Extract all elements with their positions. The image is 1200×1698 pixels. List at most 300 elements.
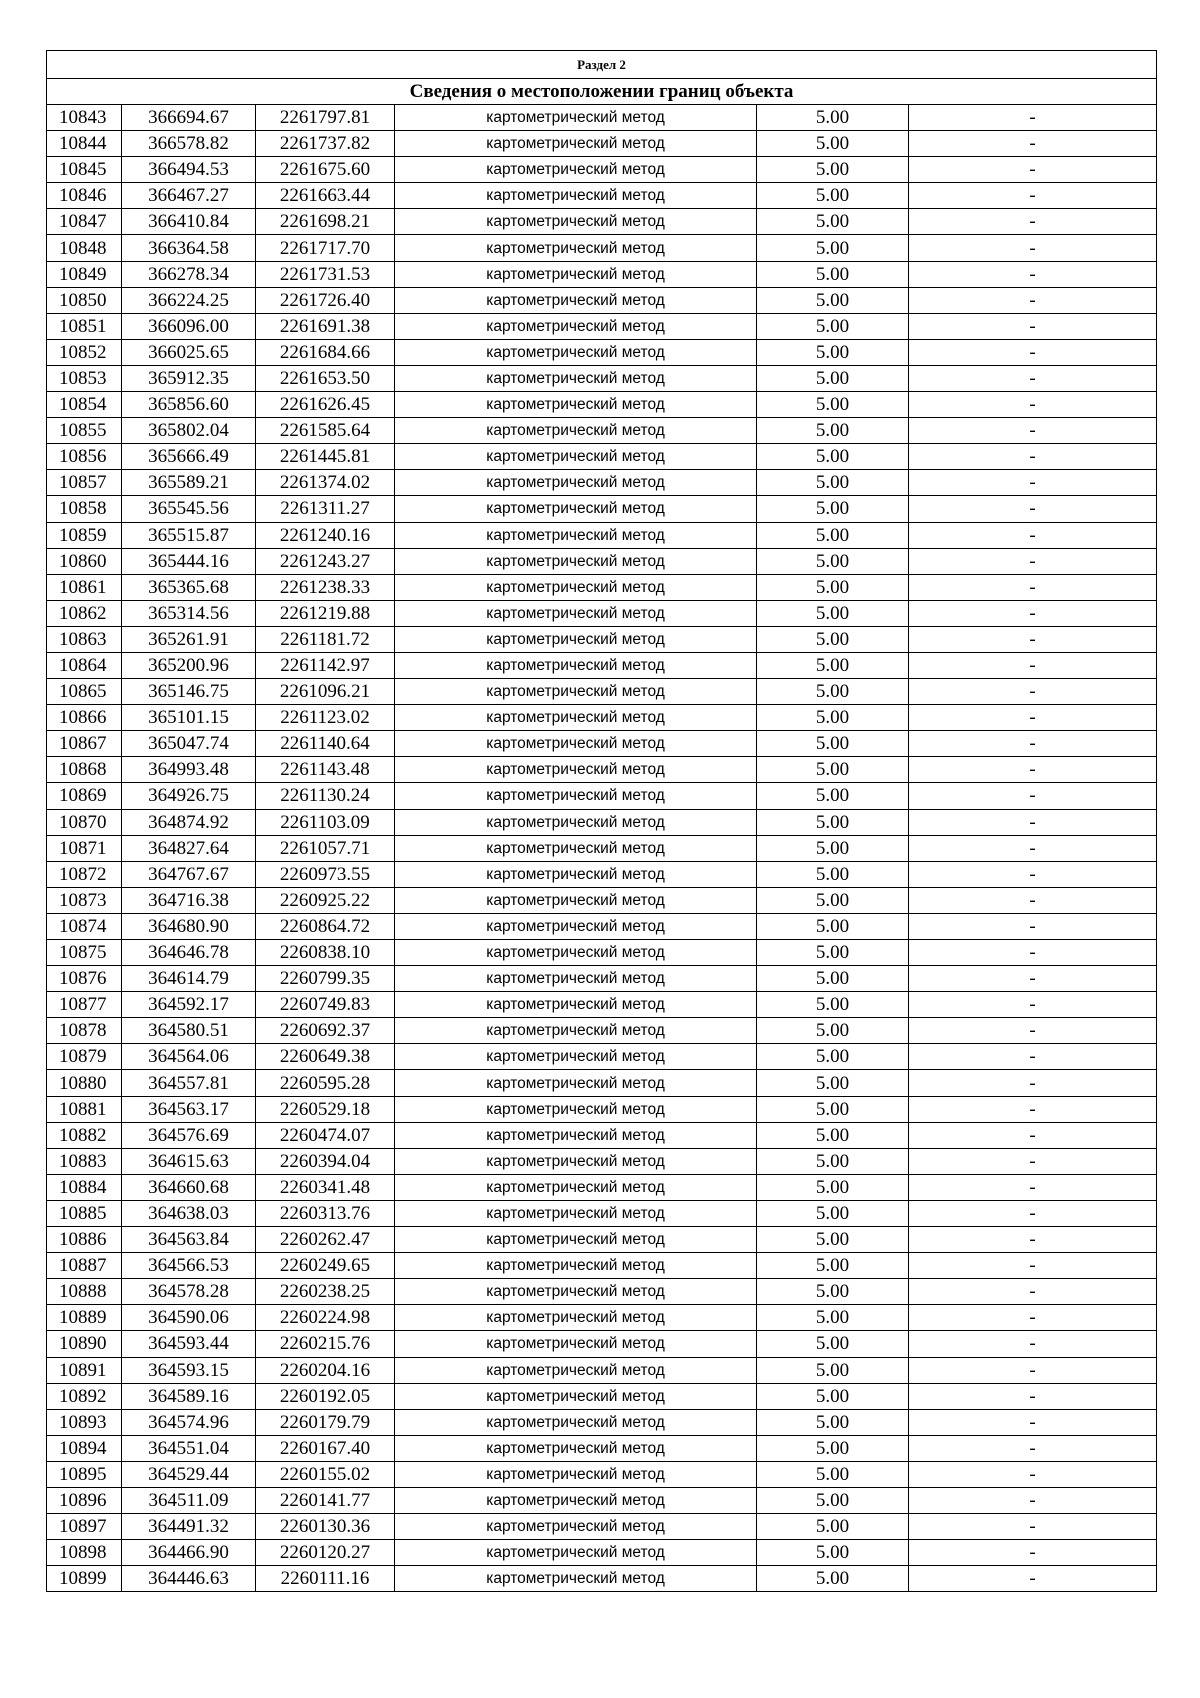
description-cell: - <box>909 626 1157 652</box>
point-number-cell: 10894 <box>47 1435 122 1461</box>
coord-y-cell: 2261243.27 <box>256 548 395 574</box>
table-row <box>47 861 1157 887</box>
precision-cell: 5.00 <box>757 835 909 861</box>
point-number-cell: 10877 <box>47 992 122 1018</box>
description-cell: - <box>909 287 1157 313</box>
coord-x-cell: 366364.58 <box>122 235 256 261</box>
point-number-cell: 10855 <box>47 418 122 444</box>
point-number-cell: 10854 <box>47 392 122 418</box>
coord-x-cell: 365101.15 <box>122 705 256 731</box>
coord-y-cell: 2261219.88 <box>256 600 395 626</box>
coord-x-cell: 364993.48 <box>122 757 256 783</box>
coord-x-cell: 364551.04 <box>122 1435 256 1461</box>
coord-y-cell: 2261797.81 <box>256 105 395 131</box>
method-cell: картометрический метод <box>395 105 757 131</box>
table-row <box>47 1357 1157 1383</box>
table-row <box>47 496 1157 522</box>
table-row <box>47 1383 1157 1409</box>
description-cell: - <box>909 365 1157 391</box>
table-row <box>47 600 1157 626</box>
method-cell: картометрический метод <box>395 522 757 548</box>
coord-x-cell: 365146.75 <box>122 679 256 705</box>
description-cell: - <box>909 940 1157 966</box>
method-cell: картометрический метод <box>395 1409 757 1435</box>
description-cell: - <box>909 1487 1157 1513</box>
table-title: Сведения о местоположении границ объекта <box>47 79 1157 105</box>
point-number-cell: 10873 <box>47 887 122 913</box>
point-number-cell: 10860 <box>47 548 122 574</box>
coord-y-cell: 2260224.98 <box>256 1305 395 1331</box>
coord-y-cell: 2260313.76 <box>256 1200 395 1226</box>
coord-x-cell: 364615.63 <box>122 1148 256 1174</box>
precision-cell: 5.00 <box>757 1514 909 1540</box>
table-row <box>47 1279 1157 1305</box>
coord-y-cell: 2260529.18 <box>256 1096 395 1122</box>
method-cell: картометрический метод <box>395 1227 757 1253</box>
coord-x-cell: 365200.96 <box>122 652 256 678</box>
method-cell: картометрический метод <box>395 470 757 496</box>
table-row <box>47 157 1157 183</box>
description-cell: - <box>909 313 1157 339</box>
description-cell: - <box>909 809 1157 835</box>
point-number-cell: 10874 <box>47 913 122 939</box>
point-number-cell: 10895 <box>47 1461 122 1487</box>
description-cell: - <box>909 131 1157 157</box>
method-cell: картометрический метод <box>395 287 757 313</box>
precision-cell: 5.00 <box>757 757 909 783</box>
point-number-cell: 10870 <box>47 809 122 835</box>
precision-cell: 5.00 <box>757 1331 909 1357</box>
coord-y-cell: 2260111.16 <box>256 1566 395 1592</box>
point-number-cell: 10887 <box>47 1253 122 1279</box>
coord-x-cell: 364767.67 <box>122 861 256 887</box>
point-number-cell: 10845 <box>47 157 122 183</box>
coord-y-cell: 2260799.35 <box>256 966 395 992</box>
method-cell: картометрический метод <box>395 1148 757 1174</box>
coord-x-cell: 364593.15 <box>122 1357 256 1383</box>
method-cell: картометрический метод <box>395 1018 757 1044</box>
coord-y-cell: 2260130.36 <box>256 1514 395 1540</box>
precision-cell: 5.00 <box>757 652 909 678</box>
table-row <box>47 835 1157 861</box>
coord-x-cell: 364529.44 <box>122 1461 256 1487</box>
precision-cell: 5.00 <box>757 470 909 496</box>
precision-cell: 5.00 <box>757 1044 909 1070</box>
coord-y-cell: 2261626.45 <box>256 392 395 418</box>
method-cell: картометрический метод <box>395 1305 757 1331</box>
description-cell: - <box>909 600 1157 626</box>
point-number-cell: 10890 <box>47 1331 122 1357</box>
precision-cell: 5.00 <box>757 157 909 183</box>
point-number-cell: 10866 <box>47 705 122 731</box>
table-row <box>47 261 1157 287</box>
method-cell: картометрический метод <box>395 913 757 939</box>
coord-y-cell: 2260155.02 <box>256 1461 395 1487</box>
coord-y-cell: 2261691.38 <box>256 313 395 339</box>
table-row <box>47 809 1157 835</box>
point-number-cell: 10847 <box>47 209 122 235</box>
coord-y-cell: 2261123.02 <box>256 705 395 731</box>
point-number-cell: 10872 <box>47 861 122 887</box>
precision-cell: 5.00 <box>757 1461 909 1487</box>
coord-y-cell: 2261103.09 <box>256 809 395 835</box>
coord-y-cell: 2261585.64 <box>256 418 395 444</box>
precision-cell: 5.00 <box>757 287 909 313</box>
coord-x-cell: 366278.34 <box>122 261 256 287</box>
coord-x-cell: 365666.49 <box>122 444 256 470</box>
method-cell: картометрический метод <box>395 809 757 835</box>
boundary-coordinates-table <box>46 50 1157 1592</box>
precision-cell: 5.00 <box>757 1279 909 1305</box>
precision-cell: 5.00 <box>757 131 909 157</box>
description-cell: - <box>909 1044 1157 1070</box>
coord-y-cell: 2261653.50 <box>256 365 395 391</box>
table-row <box>47 365 1157 391</box>
table-body <box>47 51 1157 1592</box>
method-cell: картометрический метод <box>395 235 757 261</box>
method-cell: картометрический метод <box>395 966 757 992</box>
point-number-cell: 10880 <box>47 1070 122 1096</box>
coord-x-cell: 364614.79 <box>122 966 256 992</box>
point-number-cell: 10857 <box>47 470 122 496</box>
method-cell: картометрический метод <box>395 261 757 287</box>
precision-cell: 5.00 <box>757 105 909 131</box>
description-cell: - <box>909 887 1157 913</box>
table-row <box>47 783 1157 809</box>
method-cell: картометрический метод <box>395 1200 757 1226</box>
method-cell: картометрический метод <box>395 705 757 731</box>
coord-x-cell: 365856.60 <box>122 392 256 418</box>
coord-y-cell: 2261143.48 <box>256 757 395 783</box>
description-cell: - <box>909 1096 1157 1122</box>
description-cell: - <box>909 1305 1157 1331</box>
point-number-cell: 10892 <box>47 1383 122 1409</box>
table-row <box>47 940 1157 966</box>
description-cell: - <box>909 105 1157 131</box>
description-cell: - <box>909 705 1157 731</box>
table-row <box>47 1409 1157 1435</box>
precision-cell: 5.00 <box>757 1435 909 1461</box>
precision-cell: 5.00 <box>757 574 909 600</box>
precision-cell: 5.00 <box>757 444 909 470</box>
table-row <box>47 1122 1157 1148</box>
coord-x-cell: 364827.64 <box>122 835 256 861</box>
coord-x-cell: 366410.84 <box>122 209 256 235</box>
coord-y-cell: 2260474.07 <box>256 1122 395 1148</box>
precision-cell: 5.00 <box>757 1409 909 1435</box>
precision-cell: 5.00 <box>757 209 909 235</box>
coord-y-cell: 2261057.71 <box>256 835 395 861</box>
point-number-cell: 10844 <box>47 131 122 157</box>
precision-cell: 5.00 <box>757 731 909 757</box>
point-number-cell: 10865 <box>47 679 122 705</box>
description-cell: - <box>909 992 1157 1018</box>
description-cell: - <box>909 157 1157 183</box>
precision-cell: 5.00 <box>757 522 909 548</box>
table-row <box>47 574 1157 600</box>
coord-x-cell: 364590.06 <box>122 1305 256 1331</box>
precision-cell: 5.00 <box>757 679 909 705</box>
point-number-cell: 10897 <box>47 1514 122 1540</box>
method-cell: картометрический метод <box>395 1122 757 1148</box>
precision-cell: 5.00 <box>757 1174 909 1200</box>
coord-x-cell: 364926.75 <box>122 783 256 809</box>
method-cell: картометрический метод <box>395 835 757 861</box>
method-cell: картометрический метод <box>395 652 757 678</box>
point-number-cell: 10876 <box>47 966 122 992</box>
precision-cell: 5.00 <box>757 1383 909 1409</box>
coord-y-cell: 2260692.37 <box>256 1018 395 1044</box>
title-row <box>47 79 1157 105</box>
point-number-cell: 10863 <box>47 626 122 652</box>
method-cell: картометрический метод <box>395 783 757 809</box>
precision-cell: 5.00 <box>757 809 909 835</box>
precision-cell: 5.00 <box>757 1253 909 1279</box>
description-cell: - <box>909 261 1157 287</box>
coord-x-cell: 364660.68 <box>122 1174 256 1200</box>
method-cell: картометрический метод <box>395 757 757 783</box>
point-number-cell: 10869 <box>47 783 122 809</box>
precision-cell: 5.00 <box>757 1487 909 1513</box>
coord-x-cell: 365261.91 <box>122 626 256 652</box>
coord-x-cell: 364576.69 <box>122 1122 256 1148</box>
description-cell: - <box>909 444 1157 470</box>
description-cell: - <box>909 1174 1157 1200</box>
coord-y-cell: 2261737.82 <box>256 131 395 157</box>
coord-y-cell: 2261717.70 <box>256 235 395 261</box>
table-row <box>47 339 1157 365</box>
coord-x-cell: 364466.90 <box>122 1540 256 1566</box>
precision-cell: 5.00 <box>757 339 909 365</box>
coord-y-cell: 2260192.05 <box>256 1383 395 1409</box>
point-number-cell: 10893 <box>47 1409 122 1435</box>
point-number-cell: 10884 <box>47 1174 122 1200</box>
description-cell: - <box>909 1409 1157 1435</box>
method-cell: картометрический метод <box>395 313 757 339</box>
point-number-cell: 10846 <box>47 183 122 209</box>
table-row <box>47 1174 1157 1200</box>
point-number-cell: 10861 <box>47 574 122 600</box>
table-row <box>47 418 1157 444</box>
point-number-cell: 10867 <box>47 731 122 757</box>
precision-cell: 5.00 <box>757 600 909 626</box>
table-row <box>47 470 1157 496</box>
point-number-cell: 10888 <box>47 1279 122 1305</box>
description-cell: - <box>909 209 1157 235</box>
precision-cell: 5.00 <box>757 913 909 939</box>
method-cell: картометрический метод <box>395 1435 757 1461</box>
description-cell: - <box>909 183 1157 209</box>
precision-cell: 5.00 <box>757 183 909 209</box>
coord-y-cell: 2260925.22 <box>256 887 395 913</box>
description-cell: - <box>909 548 1157 574</box>
table-row <box>47 887 1157 913</box>
description-cell: - <box>909 1331 1157 1357</box>
description-cell: - <box>909 966 1157 992</box>
point-number-cell: 10883 <box>47 1148 122 1174</box>
table-row <box>47 1070 1157 1096</box>
method-cell: картометрический метод <box>395 1253 757 1279</box>
coord-x-cell: 366096.00 <box>122 313 256 339</box>
table-row <box>47 1200 1157 1226</box>
method-cell: картометрический метод <box>395 1357 757 1383</box>
point-number-cell: 10850 <box>47 287 122 313</box>
table-row <box>47 235 1157 261</box>
method-cell: картометрический метод <box>395 574 757 600</box>
coord-x-cell: 364511.09 <box>122 1487 256 1513</box>
method-cell: картометрический метод <box>395 365 757 391</box>
table-row <box>47 131 1157 157</box>
description-cell: - <box>909 496 1157 522</box>
table-row <box>47 1096 1157 1122</box>
coord-y-cell: 2260864.72 <box>256 913 395 939</box>
method-cell: картометрический метод <box>395 1514 757 1540</box>
method-cell: картометрический метод <box>395 940 757 966</box>
table-row <box>47 548 1157 574</box>
description-cell: - <box>909 652 1157 678</box>
coord-x-cell: 364564.06 <box>122 1044 256 1070</box>
coord-x-cell: 366224.25 <box>122 287 256 313</box>
coord-x-cell: 364446.63 <box>122 1566 256 1592</box>
point-number-cell: 10851 <box>47 313 122 339</box>
point-number-cell: 10848 <box>47 235 122 261</box>
description-cell: - <box>909 1540 1157 1566</box>
precision-cell: 5.00 <box>757 705 909 731</box>
precision-cell: 5.00 <box>757 1018 909 1044</box>
table-row <box>47 705 1157 731</box>
coord-x-cell: 364563.17 <box>122 1096 256 1122</box>
coord-y-cell: 2261675.60 <box>256 157 395 183</box>
description-cell: - <box>909 1070 1157 1096</box>
method-cell: картометрический метод <box>395 496 757 522</box>
coord-y-cell: 2261445.81 <box>256 444 395 470</box>
description-cell: - <box>909 835 1157 861</box>
coord-y-cell: 2261374.02 <box>256 470 395 496</box>
description-cell: - <box>909 1357 1157 1383</box>
table-row <box>47 313 1157 339</box>
description-cell: - <box>909 1279 1157 1305</box>
method-cell: картометрический метод <box>395 183 757 209</box>
precision-cell: 5.00 <box>757 1357 909 1383</box>
precision-cell: 5.00 <box>757 365 909 391</box>
point-number-cell: 10871 <box>47 835 122 861</box>
coord-y-cell: 2261130.24 <box>256 783 395 809</box>
table-row <box>47 1227 1157 1253</box>
point-number-cell: 10868 <box>47 757 122 783</box>
table-row <box>47 1018 1157 1044</box>
method-cell: картометрический метод <box>395 1044 757 1070</box>
table-row <box>47 1461 1157 1487</box>
description-cell: - <box>909 757 1157 783</box>
coord-x-cell: 364638.03 <box>122 1200 256 1226</box>
table-row <box>47 1540 1157 1566</box>
precision-cell: 5.00 <box>757 1148 909 1174</box>
coord-y-cell: 2261731.53 <box>256 261 395 287</box>
precision-cell: 5.00 <box>757 783 909 809</box>
coord-x-cell: 364574.96 <box>122 1409 256 1435</box>
description-cell: - <box>909 522 1157 548</box>
point-number-cell: 10886 <box>47 1227 122 1253</box>
table-row <box>47 652 1157 678</box>
precision-cell: 5.00 <box>757 261 909 287</box>
coord-x-cell: 364592.17 <box>122 992 256 1018</box>
precision-cell: 5.00 <box>757 548 909 574</box>
coord-y-cell: 2261096.21 <box>256 679 395 705</box>
coord-y-cell: 2260749.83 <box>256 992 395 1018</box>
point-number-cell: 10853 <box>47 365 122 391</box>
coord-x-cell: 364557.81 <box>122 1070 256 1096</box>
coord-x-cell: 365444.16 <box>122 548 256 574</box>
coord-y-cell: 2261663.44 <box>256 183 395 209</box>
method-cell: картометрический метод <box>395 418 757 444</box>
coord-x-cell: 366025.65 <box>122 339 256 365</box>
description-cell: - <box>909 470 1157 496</box>
method-cell: картометрический метод <box>395 1174 757 1200</box>
method-cell: картометрический метод <box>395 1540 757 1566</box>
method-cell: картометрический метод <box>395 209 757 235</box>
precision-cell: 5.00 <box>757 392 909 418</box>
point-number-cell: 10882 <box>47 1122 122 1148</box>
coord-x-cell: 365545.56 <box>122 496 256 522</box>
precision-cell: 5.00 <box>757 1305 909 1331</box>
coord-y-cell: 2260179.79 <box>256 1409 395 1435</box>
table-row <box>47 1305 1157 1331</box>
section-header-row <box>47 51 1157 79</box>
point-number-cell: 10878 <box>47 1018 122 1044</box>
coord-y-cell: 2260341.48 <box>256 1174 395 1200</box>
table-row <box>47 1253 1157 1279</box>
point-number-cell: 10852 <box>47 339 122 365</box>
table-row <box>47 1566 1157 1592</box>
coord-x-cell: 364563.84 <box>122 1227 256 1253</box>
method-cell: картометрический метод <box>395 1331 757 1357</box>
coord-y-cell: 2260215.76 <box>256 1331 395 1357</box>
method-cell: картометрический метод <box>395 861 757 887</box>
method-cell: картометрический метод <box>395 1461 757 1487</box>
coord-y-cell: 2260973.55 <box>256 861 395 887</box>
point-number-cell: 10885 <box>47 1200 122 1226</box>
coord-y-cell: 2261140.64 <box>256 731 395 757</box>
coord-y-cell: 2260649.38 <box>256 1044 395 1070</box>
coord-y-cell: 2261142.97 <box>256 652 395 678</box>
table-row <box>47 287 1157 313</box>
coord-x-cell: 365802.04 <box>122 418 256 444</box>
coord-y-cell: 2261181.72 <box>256 626 395 652</box>
coord-y-cell: 2260238.25 <box>256 1279 395 1305</box>
precision-cell: 5.00 <box>757 496 909 522</box>
coord-x-cell: 365365.68 <box>122 574 256 600</box>
coord-x-cell: 366694.67 <box>122 105 256 131</box>
coord-x-cell: 364580.51 <box>122 1018 256 1044</box>
precision-cell: 5.00 <box>757 1227 909 1253</box>
description-cell: - <box>909 235 1157 261</box>
coord-y-cell: 2260595.28 <box>256 1070 395 1096</box>
point-number-cell: 10898 <box>47 1540 122 1566</box>
method-cell: картометрический метод <box>395 1487 757 1513</box>
coord-x-cell: 364593.44 <box>122 1331 256 1357</box>
coord-y-cell: 2261238.33 <box>256 574 395 600</box>
table-row <box>47 1435 1157 1461</box>
coord-x-cell: 364578.28 <box>122 1279 256 1305</box>
table-row <box>47 183 1157 209</box>
precision-cell: 5.00 <box>757 235 909 261</box>
point-number-cell: 10891 <box>47 1357 122 1383</box>
coord-y-cell: 2261726.40 <box>256 287 395 313</box>
table-row <box>47 444 1157 470</box>
coord-x-cell: 366467.27 <box>122 183 256 209</box>
method-cell: картометрический метод <box>395 679 757 705</box>
precision-cell: 5.00 <box>757 940 909 966</box>
